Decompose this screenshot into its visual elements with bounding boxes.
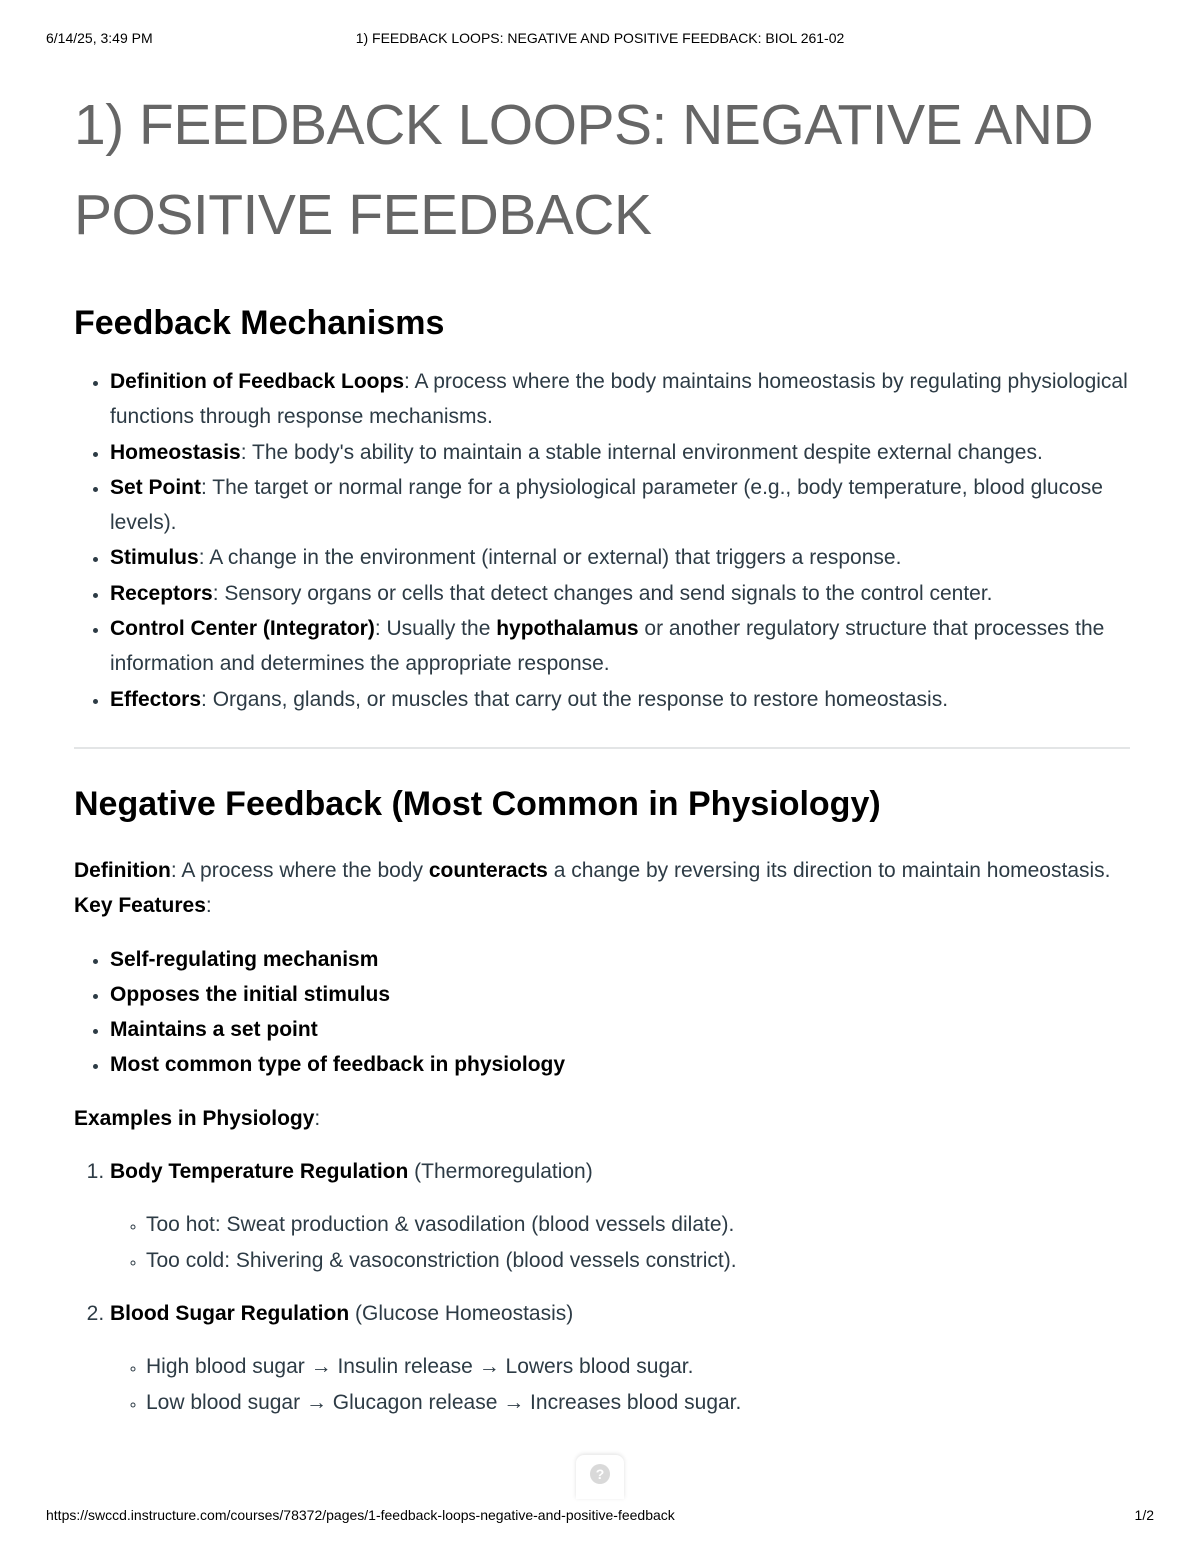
definition-emphasis: counteracts — [428, 858, 548, 882]
key-feature: Opposes the initial stimulus — [110, 982, 391, 1006]
term-description-continued: or another regulatory structure that processes the information and determines the appropriate response. — [110, 617, 1105, 676]
term-description: : Usually the — [374, 617, 497, 641]
examples-label: Examples in Physiology — [74, 1106, 315, 1130]
print-url: https://swccd.instructure.com/courses/78372/pages/1-feedback-loops-negative-and-positive-feedback — [46, 1507, 675, 1523]
list-item — [110, 942, 1130, 977]
list-item — [110, 435, 1130, 470]
list-item — [110, 540, 1130, 575]
print-footer — [46, 1507, 1154, 1527]
key-features-label: Key Features — [74, 894, 206, 918]
term-description: : Sensory organs or cells that detect changes and send signals to the control center. — [212, 581, 993, 605]
term: Homeostasis — [110, 440, 241, 464]
definition-text: : A process where the body — [170, 858, 429, 882]
key-feature: Most common type of feedback in physiology — [110, 1053, 566, 1077]
list-item — [110, 576, 1130, 611]
term: Effectors — [110, 687, 202, 711]
example-item — [110, 1296, 1130, 1420]
term-description: : The target or normal range for a physiological parameter (e.g., body temperature, blood glucose levels). — [110, 475, 1103, 535]
key-features-suffix: : — [205, 894, 212, 918]
examples-suffix: : — [314, 1106, 321, 1130]
example-points — [110, 1207, 1130, 1278]
list-item — [110, 977, 1130, 1012]
page-content — [74, 80, 1130, 1438]
key-features-list — [74, 942, 1130, 1083]
list-item — [110, 1012, 1130, 1047]
print-header — [46, 30, 1154, 50]
example-points — [110, 1349, 1130, 1420]
list-item: ◦ Low blood sugar → Glucagon release → Increases blood sugar. — [146, 1385, 1130, 1420]
term: Receptors — [110, 581, 213, 605]
term-emphasis: hypothalamus — [496, 617, 639, 641]
example-qualifier: (Thermoregulation) — [408, 1160, 593, 1184]
feedback-mechanisms-heading: Feedback Mechanisms — [74, 304, 445, 342]
negative-feedback-definition — [74, 853, 1130, 924]
example-qualifier: (Glucose Homeostasis) — [349, 1301, 574, 1325]
term: Definition of Feedback Loops — [110, 370, 405, 393]
examples-intro — [74, 1101, 1130, 1136]
example-name: Blood Sugar Regulation — [110, 1301, 350, 1325]
list-item — [110, 470, 1130, 541]
question-circle-icon: ? — [590, 1464, 610, 1484]
key-feature: Maintains a set point — [110, 1018, 318, 1042]
definition-text-continued: a change by reversing its direction to maintain homeostasis. — [547, 858, 1111, 882]
term-description: : The body's ability to maintain a stable internal environment despite external changes. — [240, 440, 1043, 464]
term: Control Center (Integrator) — [110, 617, 375, 641]
page-title: 1) FEEDBACK LOOPS: NEGATIVE AND POSITIVE FEEDBACK — [74, 93, 1094, 247]
term: Set Point — [110, 475, 202, 499]
list-item — [110, 1047, 1130, 1082]
negative-feedback-heading: Negative Feedback (Most Common in Physiology) — [74, 784, 881, 823]
definition-label: Definition — [74, 858, 171, 882]
example-item — [110, 1154, 1130, 1278]
term-description: : A change in the environment (internal or external) that triggers a response. — [198, 546, 902, 570]
section-divider — [74, 747, 1130, 749]
key-feature: Self-regulating mechanism — [110, 947, 379, 971]
help-button[interactable] — [576, 1455, 624, 1499]
term-description: : A process where the body maintains homeostasis by regulating physiological functions through response mechanisms. — [110, 370, 1128, 429]
feedback-mechanisms-list — [74, 364, 1130, 717]
list-item: ◦ High blood sugar → Insulin release → Lowers blood sugar. — [146, 1349, 1130, 1384]
print-datetime: 6/14/25, 3:49 PM — [46, 30, 153, 46]
list-item — [110, 682, 1130, 717]
examples-list — [74, 1154, 1130, 1420]
list-item — [110, 611, 1130, 682]
list-item: ◦ Too hot: Sweat production & vasodilation (blood vessels dilate). — [146, 1207, 1130, 1242]
print-page-number: 1/2 — [1134, 1507, 1154, 1523]
term-description: : Organs, glands, or muscles that carry out the response to restore homeostasis. — [201, 687, 949, 711]
list-item — [110, 364, 1130, 435]
example-name: Body Temperature Regulation — [110, 1160, 409, 1184]
list-item: ◦ Too cold: Shivering & vasoconstriction (blood vessels constrict). — [146, 1243, 1130, 1278]
print-doc-title: 1) FEEDBACK LOOPS: NEGATIVE AND POSITIVE FEEDBACK: BIOL 261-02 — [355, 30, 845, 46]
term: Stimulus — [110, 546, 199, 570]
